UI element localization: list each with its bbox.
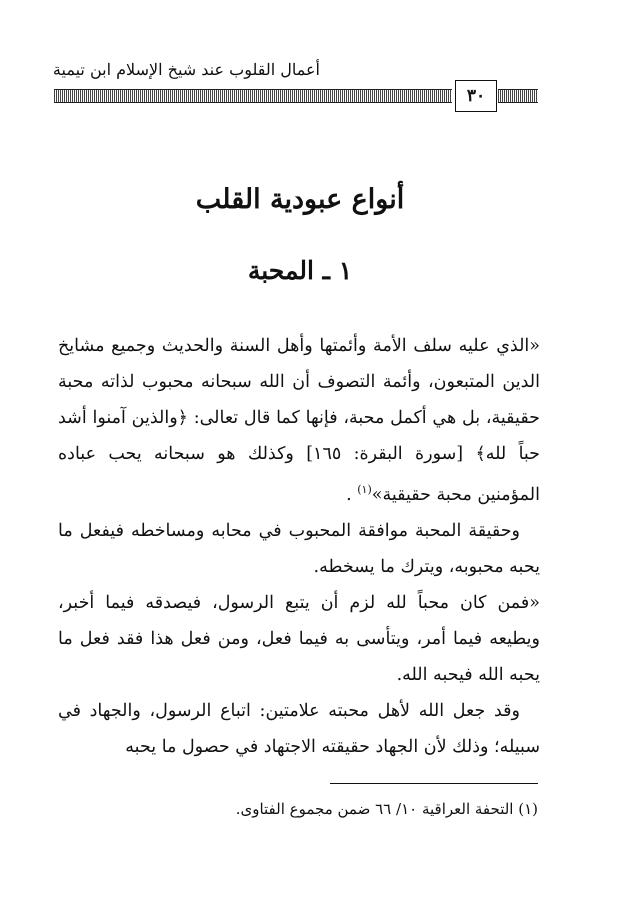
footnote-marker[interactable]: (١) bbox=[357, 483, 372, 496]
header-ornament-left bbox=[54, 89, 452, 103]
footnote: (١) التحفة العراقية ١٠/ ٦٦ ضمن مجموع الفتاوى. bbox=[235, 800, 538, 818]
footnote-divider bbox=[330, 783, 538, 784]
page-number: ٣٠ bbox=[455, 80, 497, 112]
header-ornament-right bbox=[498, 89, 538, 103]
body-text bbox=[58, 328, 540, 765]
paragraph: وحقيقة المحبة موافقة المحبوب في محابه ومساخطه فيفعل ما يحبه محبوبه، ويترك ما يسخطه. bbox=[58, 520, 540, 577]
paragraph: «فمن كان محباً لله لزم أن يتبع الرسول، فيصدقه فيما أخبر، ويطيعه فيما أمر، ويتأسى به فيما فعل، ومن فعل هذا فقد فعل ما يحبه الله فيحبه الله. bbox=[58, 592, 540, 685]
paragraph: وقد جعل الله لأهل محبته علامتين: اتباع الرسول، والجهاد في سبيله؛ وذلك لأن الجهاد حقيقته الاجتهاد في حصول ما يحبه bbox=[58, 700, 540, 757]
section-heading: ١ ـ المحبة bbox=[247, 256, 353, 285]
paragraph bbox=[58, 328, 540, 513]
chapter-heading: أنواع عبودية القلب bbox=[195, 184, 405, 215]
paragraph-text: «الذي عليه سلف الأمة وأئمتها وأهل السنة والحديث وجميع مشايخ الدين المتبعون، وأئمة التصوف أن الله سبحانه محبوب لذاته محبة حقيقية، بل هي أكمل محبة، فإنها كما قال تعالى: ﴿والذين آمنوا أشد حباً لله﴾ [سورة البقرة: ١٦٥] وكذلك هو سبحانه يحب عباده المؤمنين محبة حقيقية» bbox=[58, 336, 540, 505]
paragraph-tail: . bbox=[346, 484, 358, 505]
running-title: أعمال القلوب عند شيخ الإسلام ابن تيمية bbox=[52, 60, 320, 79]
